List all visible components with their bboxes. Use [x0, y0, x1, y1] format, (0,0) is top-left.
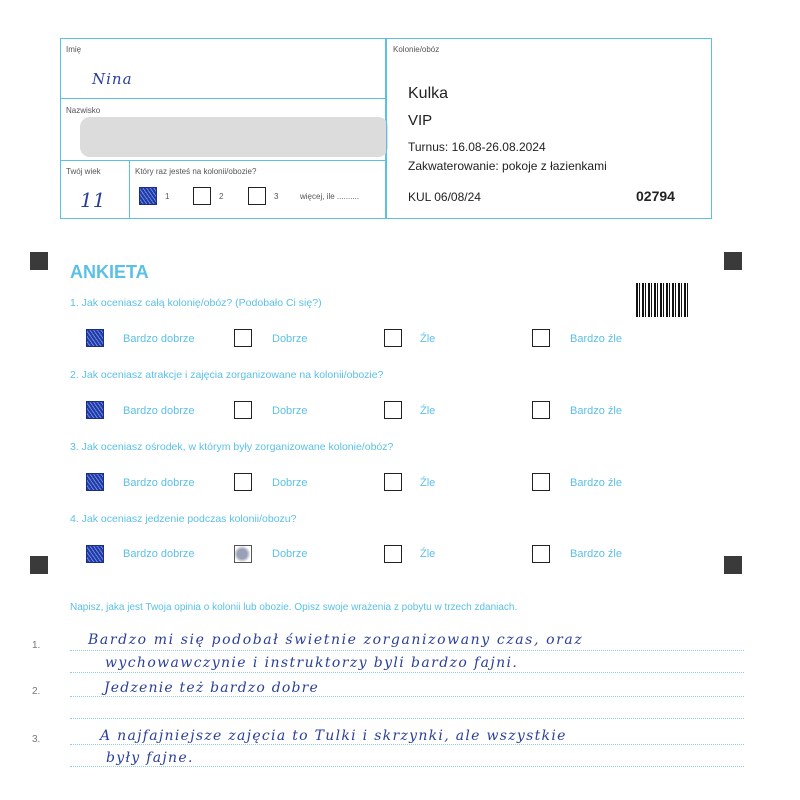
q3-good-label: Dobrze [272, 477, 308, 489]
times-opt1-label: 1 [165, 192, 170, 201]
opinion-handwriting-2a[interactable]: Jedzenie też bardzo dobre [104, 680, 320, 696]
q2-very-bad-label: Bardzo źle [570, 405, 622, 417]
q4-very-good-checkbox[interactable] [86, 545, 104, 563]
times-checkbox-1[interactable] [139, 187, 157, 205]
q1-very-bad-label: Bardzo źle [570, 333, 622, 345]
question-4: 4. Jak oceniasz jedzenie podczas kolonii/obozu? [70, 513, 297, 525]
q4-very-good-label: Bardzo dobrze [123, 548, 195, 560]
q1-bad-label: Źle [420, 333, 436, 345]
q2-very-bad-checkbox[interactable] [532, 401, 550, 419]
q1-good-checkbox[interactable] [234, 329, 252, 347]
form-number: 02794 [636, 188, 675, 204]
q2-good-checkbox[interactable] [234, 401, 252, 419]
question-2: 2. Jak oceniasz atrakcje i zajęcia zorganizowane na kolonii/obozie? [70, 369, 384, 381]
q1-very-bad-checkbox[interactable] [532, 329, 550, 347]
q2-bad-checkbox[interactable] [384, 401, 402, 419]
opinion-rule-6 [70, 766, 744, 767]
turnus-text: Turnus: 16.08-26.08.2024 [408, 140, 546, 154]
q2-bad-label: Źle [420, 405, 436, 417]
opinion-rule-3 [70, 696, 744, 697]
opinion-handwriting-1b[interactable]: wychowawczynie i instruktorzy byli bardzo fajni. [105, 655, 519, 671]
q4-bad-label: Źle [420, 548, 436, 560]
times-opt3-label: 3 [274, 192, 279, 201]
opinion-prompt: Napisz, jaka jest Twoja opinia o kolonii lub obozie. Opisz swoje wrażenia z pobytu w trzech zdaniach. [70, 602, 518, 613]
camp-label: Kolonie/obóz [393, 45, 440, 54]
opinion-line-number-2: 2. [32, 686, 41, 697]
q4-very-bad-checkbox[interactable] [532, 545, 550, 563]
name-label: Imię [66, 45, 82, 54]
surname-divider [60, 160, 386, 161]
q4-good-label: Dobrze [272, 548, 308, 560]
age-value[interactable]: 11 [80, 188, 106, 212]
opinion-rule-1 [70, 650, 744, 651]
opinion-rule-2 [70, 672, 744, 673]
q3-very-good-checkbox[interactable] [86, 473, 104, 491]
q2-very-good-checkbox[interactable] [86, 401, 104, 419]
q2-good-label: Dobrze [272, 405, 308, 417]
camp-code: KUL 06/08/24 [408, 190, 481, 204]
q4-good-checkbox[interactable] [234, 545, 252, 563]
name-value[interactable]: Nina [92, 70, 133, 88]
q1-very-good-checkbox[interactable] [86, 329, 104, 347]
q2-very-good-label: Bardzo dobrze [123, 405, 195, 417]
q1-good-label: Dobrze [272, 333, 308, 345]
name-divider [60, 98, 386, 99]
question-1: 1. Jak oceniasz całą kolonię/obóz? (Podobało Ci się?) [70, 297, 322, 309]
registration-marker-bottom-right [724, 556, 742, 574]
age-label: Twój wiek [66, 167, 101, 176]
times-more-label: więcej, ile .......... [300, 192, 360, 201]
opinion-handwriting-3b[interactable]: były fajne. [106, 750, 194, 766]
opinion-handwriting-3a[interactable]: A najfajniejsze zajęcia to Tulki i skrzynki, ale wszystkie [100, 728, 567, 744]
opinion-rule-4 [70, 718, 744, 719]
survey-title: ANKIETA [70, 262, 149, 282]
q3-bad-checkbox[interactable] [384, 473, 402, 491]
registration-marker-top-left [30, 252, 48, 270]
q3-good-checkbox[interactable] [234, 473, 252, 491]
q1-very-good-label: Bardzo dobrze [123, 333, 195, 345]
times-checkbox-2[interactable] [193, 187, 211, 205]
surname-label: Nazwisko [66, 106, 101, 115]
q1-bad-checkbox[interactable] [384, 329, 402, 347]
opinion-line-number-1: 1. [32, 640, 41, 651]
camp-type: VIP [408, 112, 433, 129]
opinion-handwriting-1a[interactable]: Bardzo mi się podobał świetnie zorganizowany czas, oraz [88, 632, 584, 648]
surname-redacted [80, 117, 388, 157]
times-opt2-label: 2 [219, 192, 224, 201]
opinion-rule-5 [70, 744, 744, 745]
q4-bad-checkbox[interactable] [384, 545, 402, 563]
accommodation-text: Zakwaterowanie: pokoje z łazienkami [408, 159, 607, 173]
q3-very-good-label: Bardzo dobrze [123, 477, 195, 489]
q4-very-bad-label: Bardzo źle [570, 548, 622, 560]
registration-marker-top-right [724, 252, 742, 270]
times-label: Który raz jesteś na kolonii/obozie? [135, 167, 257, 176]
camp-name: Kulka [408, 85, 449, 102]
opinion-line-number-3: 3. [32, 734, 41, 745]
q3-very-bad-label: Bardzo źle [570, 477, 622, 489]
barcode-icon [636, 283, 690, 317]
question-3: 3. Jak oceniasz ośrodek, w którym były zorganizowane kolonie/obóz? [70, 441, 394, 453]
q3-very-bad-checkbox[interactable] [532, 473, 550, 491]
registration-marker-bottom-left [30, 556, 48, 574]
q3-bad-label: Źle [420, 477, 436, 489]
age-divider [129, 160, 130, 219]
times-checkbox-3[interactable] [248, 187, 266, 205]
